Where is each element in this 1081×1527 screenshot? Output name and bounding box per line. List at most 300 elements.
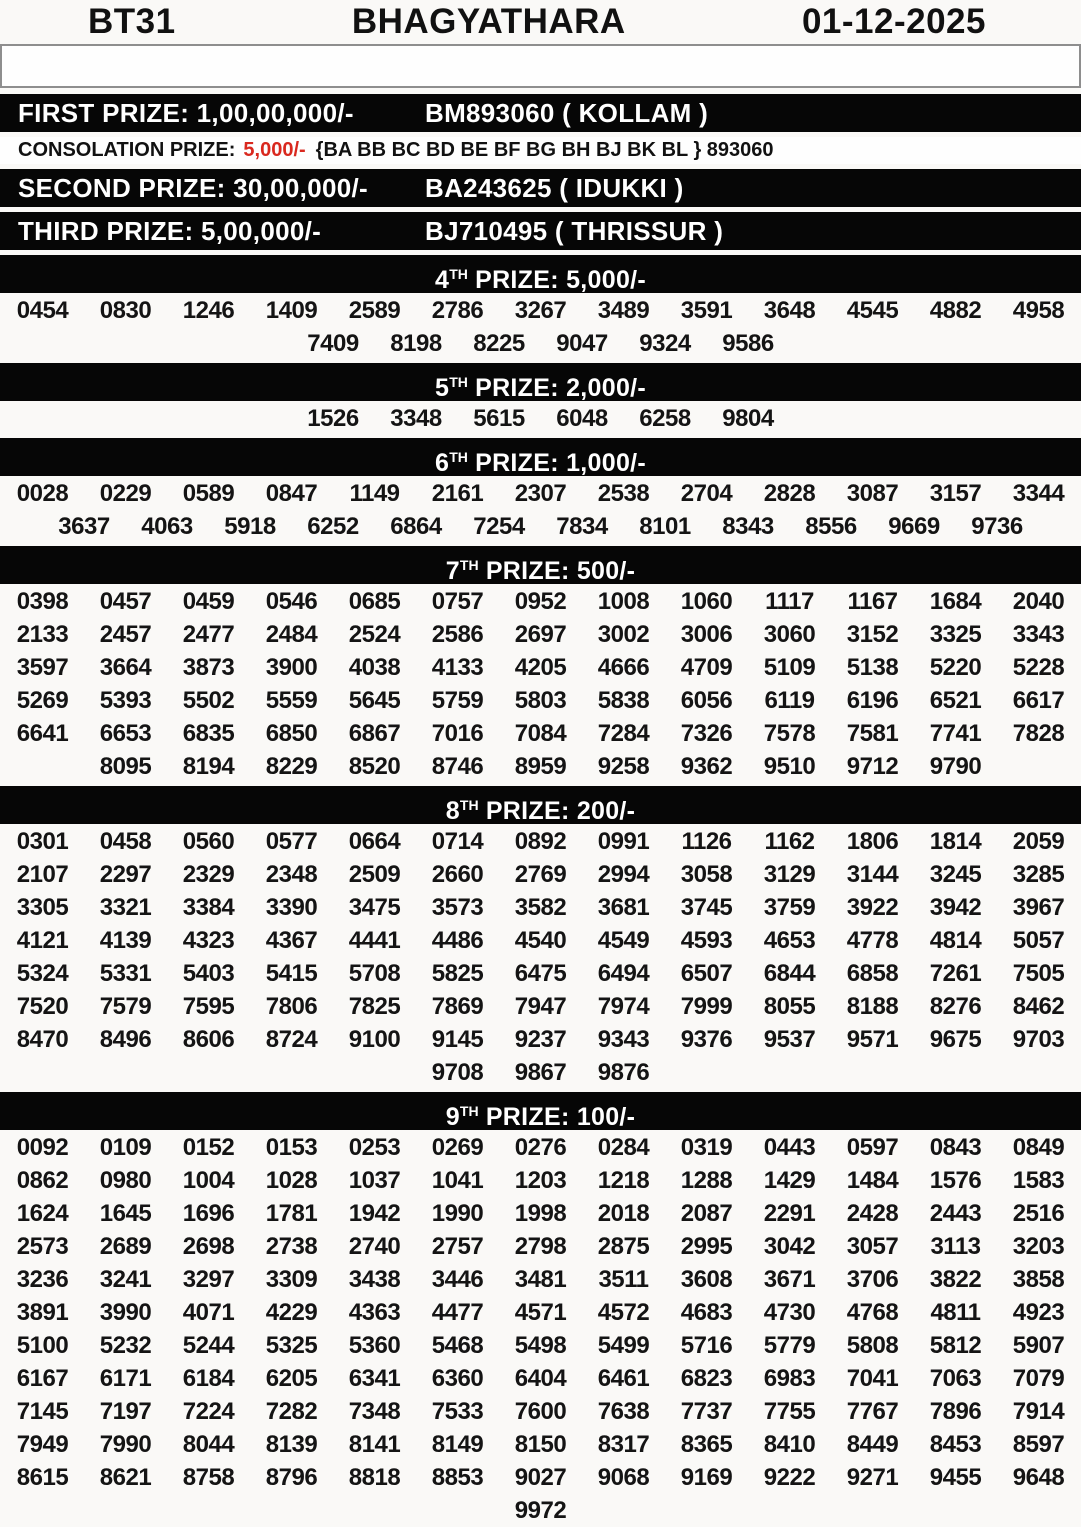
prize-number: 8194 xyxy=(182,753,235,780)
prize-number: 4549 xyxy=(597,927,650,954)
prize-number: 5907 xyxy=(1012,1332,1065,1359)
draw-date: 01-12-2025 xyxy=(801,2,986,41)
prize-number: 3305 xyxy=(16,894,69,921)
prize-number: 8496 xyxy=(99,1026,152,1053)
tier-header-7th xyxy=(0,546,1081,584)
prize-number: 4540 xyxy=(514,927,567,954)
consolation-row xyxy=(0,137,1081,164)
prize-number: 8229 xyxy=(265,753,318,780)
prize-number: 3152 xyxy=(846,621,899,648)
prize-number: 7737 xyxy=(680,1398,733,1425)
prize-number: 4121 xyxy=(16,927,69,954)
prize-number: 0153 xyxy=(265,1134,318,1161)
tier-amount-label: PRIZE: 2,000/- xyxy=(467,374,647,402)
prize-number: 7595 xyxy=(182,993,235,1020)
prize-number: 8959 xyxy=(514,753,567,780)
prize-number: 2798 xyxy=(514,1233,567,1260)
prize-number: 8796 xyxy=(265,1464,318,1491)
prize-number: 7284 xyxy=(597,720,650,747)
prize-number: 2875 xyxy=(597,1233,650,1260)
prize-number: 4071 xyxy=(182,1299,235,1326)
prize-number: 4038 xyxy=(348,654,401,681)
prize-number: 7581 xyxy=(846,720,899,747)
prize-number: 4139 xyxy=(99,927,152,954)
prize-number: 7197 xyxy=(99,1398,152,1425)
tier-amount-label: PRIZE: 5,000/- xyxy=(467,266,647,294)
prize-number: 5415 xyxy=(265,960,318,987)
tier-amount-label: PRIZE: 100/- xyxy=(478,1103,636,1131)
prize-number: 1624 xyxy=(16,1200,69,1227)
prize-number: 6404 xyxy=(514,1365,567,1392)
prize-number: 8150 xyxy=(514,1431,567,1458)
prize-number: 7084 xyxy=(514,720,567,747)
prize-number: 1942 xyxy=(348,1200,401,1227)
tier-amount-label: PRIZE: 500/- xyxy=(478,557,636,585)
prize-number: 1167 xyxy=(847,588,898,615)
prize-number: 6823 xyxy=(680,1365,733,1392)
consolation-series: {BA BB BC BD BE BF BG BH BJ BK BL } 893060 xyxy=(315,139,774,161)
prize-number: 7063 xyxy=(929,1365,982,1392)
prize-number: 8520 xyxy=(348,753,401,780)
prize-number: 3664 xyxy=(99,654,152,681)
prize-number: 4683 xyxy=(680,1299,733,1326)
prize-number: 3511 xyxy=(598,1266,649,1293)
prize-number: 6184 xyxy=(182,1365,235,1392)
prize-number: 4571 xyxy=(514,1299,567,1326)
prize-number: 5393 xyxy=(99,687,152,714)
third-prize-winner: BJ710495 ( THRISSUR ) xyxy=(425,215,724,246)
prize-number: 2107 xyxy=(16,861,69,888)
prize-number: 2786 xyxy=(431,297,484,324)
prize-number: 5716 xyxy=(680,1332,733,1359)
prize-number: 7600 xyxy=(514,1398,567,1425)
prize-number: 4923 xyxy=(1012,1299,1065,1326)
prize-number: 2040 xyxy=(1012,588,1065,615)
prize-number: 3060 xyxy=(763,621,816,648)
prize-number: 5825 xyxy=(431,960,484,987)
prize-number: 7828 xyxy=(1012,720,1065,747)
prize-number: 5244 xyxy=(182,1332,235,1359)
prize-number: 1990 xyxy=(431,1200,484,1227)
prize-number: 1781 xyxy=(265,1200,318,1227)
prize-number: 5708 xyxy=(348,960,401,987)
prize-number: 6983 xyxy=(763,1365,816,1392)
prize-number: 0892 xyxy=(514,828,567,855)
prize-number: 7505 xyxy=(1012,960,1065,987)
prize-number: 0229 xyxy=(99,480,152,507)
prize-number: 7869 xyxy=(431,993,484,1020)
prize-number: 0664 xyxy=(348,828,401,855)
prize-number: 2573 xyxy=(16,1233,69,1260)
prize-number: 1041 xyxy=(431,1167,484,1194)
prize-number: 0843 xyxy=(929,1134,982,1161)
prize-number: 2457 xyxy=(99,621,152,648)
prize-number: 1526 xyxy=(307,405,359,432)
prize-number: 0276 xyxy=(514,1134,567,1161)
prize-number: 3006 xyxy=(680,621,733,648)
prize-number: 9068 xyxy=(597,1464,650,1491)
prize-number: 5468 xyxy=(431,1332,484,1359)
prize-number: 0714 xyxy=(431,828,484,855)
prize-number: 2757 xyxy=(431,1233,484,1260)
prize-number: 2704 xyxy=(680,480,733,507)
prize-number: 0589 xyxy=(182,480,235,507)
prize-number: 3822 xyxy=(929,1266,982,1293)
prize-number: 2995 xyxy=(680,1233,733,1260)
prize-number: 7016 xyxy=(431,720,484,747)
prize-number: 0284 xyxy=(597,1134,650,1161)
prize-number: 0952 xyxy=(514,588,567,615)
prize-number: 1645 xyxy=(99,1200,152,1227)
prize-number: 1429 xyxy=(763,1167,816,1194)
prize-number: 9708 xyxy=(431,1059,484,1086)
prize-number: 9510 xyxy=(763,753,816,780)
prize-number: 5615 xyxy=(473,405,525,432)
prize-number: 6171 xyxy=(99,1365,152,1392)
prize-number: 9100 xyxy=(348,1026,401,1053)
prize-number: 4958 xyxy=(1012,297,1065,324)
prize-number: 6653 xyxy=(99,720,152,747)
prize-number: 7348 xyxy=(348,1398,401,1425)
prize-number: 3990 xyxy=(99,1299,152,1326)
tier-header-8th xyxy=(0,786,1081,824)
prize-number: 5803 xyxy=(514,687,567,714)
prize-number: 3637 xyxy=(58,513,110,540)
prize-number: 9736 xyxy=(971,513,1023,540)
prize-number: 7079 xyxy=(1012,1365,1065,1392)
prize-number: 5808 xyxy=(846,1332,899,1359)
prize-number: 7145 xyxy=(16,1398,69,1425)
tier-numbers-5th xyxy=(0,402,1081,435)
prize-number: 9712 xyxy=(846,753,899,780)
tier-numbers-4th xyxy=(0,294,1081,360)
prize-number: 8853 xyxy=(431,1464,484,1491)
prize-number: 7409 xyxy=(307,330,359,357)
prize-number: 9258 xyxy=(597,753,650,780)
prize-number: 2524 xyxy=(348,621,401,648)
prize-number: 3267 xyxy=(514,297,567,324)
prize-number: 9586 xyxy=(722,330,774,357)
tier-amount-label: PRIZE: 200/- xyxy=(478,797,636,825)
prize-tiers xyxy=(0,255,1081,1527)
prize-number: 3285 xyxy=(1012,861,1065,888)
prize-number: 7825 xyxy=(348,993,401,1020)
prize-number: 1814 xyxy=(929,828,982,855)
prize-number: 3236 xyxy=(16,1266,69,1293)
first-prize-winner: BM893060 ( KOLLAM ) xyxy=(425,97,709,128)
prize-number: 0092 xyxy=(16,1134,69,1161)
prize-number: 4882 xyxy=(929,297,982,324)
prize-number: 6475 xyxy=(514,960,567,987)
prize-number: 3344 xyxy=(1012,480,1065,507)
prize-number: 3648 xyxy=(763,297,816,324)
prize-number: 2443 xyxy=(929,1200,982,1227)
prize-number: 6850 xyxy=(265,720,318,747)
prize-number: 1060 xyxy=(680,588,733,615)
prize-number: 2509 xyxy=(348,861,401,888)
prize-number: 3203 xyxy=(1012,1233,1065,1260)
prize-number: 3475 xyxy=(348,894,401,921)
prize-number: 6252 xyxy=(307,513,359,540)
prize-number: 9324 xyxy=(639,330,691,357)
prize-number: 8276 xyxy=(929,993,982,1020)
prize-number: 0597 xyxy=(846,1134,899,1161)
tier-ordinal-suffix: TH xyxy=(459,1103,479,1119)
prize-number: 3481 xyxy=(514,1266,567,1293)
prize-number: 9703 xyxy=(1012,1026,1065,1053)
prize-number: 0459 xyxy=(182,588,235,615)
prize-number: 8758 xyxy=(182,1464,235,1491)
prize-number: 3241 xyxy=(99,1266,152,1293)
prize-number: 6858 xyxy=(846,960,899,987)
prize-number: 1583 xyxy=(1012,1167,1065,1194)
prize-number: 4730 xyxy=(763,1299,816,1326)
prize-number: 8055 xyxy=(763,993,816,1020)
empty-header-box xyxy=(0,44,1081,88)
prize-number: 3597 xyxy=(16,654,69,681)
prize-number: 6835 xyxy=(182,720,235,747)
prize-number: 4653 xyxy=(763,927,816,954)
prize-number: 3325 xyxy=(929,621,982,648)
prize-number: 2307 xyxy=(514,480,567,507)
prize-number: 6341 xyxy=(348,1365,401,1392)
prize-number: 3873 xyxy=(182,654,235,681)
prize-number: 3144 xyxy=(846,861,899,888)
prize-number: 3706 xyxy=(846,1266,899,1293)
prize-number: 3321 xyxy=(99,894,152,921)
prize-number: 7914 xyxy=(1012,1398,1065,1425)
prize-number: 3113 xyxy=(930,1233,981,1260)
prize-number: 3384 xyxy=(182,894,235,921)
prize-number: 6196 xyxy=(846,687,899,714)
prize-number: 8818 xyxy=(348,1464,401,1491)
prize-number: 0319 xyxy=(680,1134,733,1161)
prize-number: 9804 xyxy=(722,405,774,432)
prize-number: 3446 xyxy=(431,1266,484,1293)
prize-number: 3591 xyxy=(680,297,733,324)
prize-number: 7282 xyxy=(265,1398,318,1425)
prize-number: 9669 xyxy=(888,513,940,540)
prize-number: 3745 xyxy=(680,894,733,921)
prize-number: 9675 xyxy=(929,1026,982,1053)
prize-number: 0028 xyxy=(16,480,69,507)
prize-number: 9876 xyxy=(597,1059,650,1086)
prize-number: 2740 xyxy=(348,1233,401,1260)
prize-number: 7974 xyxy=(597,993,650,1020)
tier-ordinal-suffix: TH xyxy=(459,797,479,813)
prize-number: 5220 xyxy=(929,654,982,681)
prize-number: 1037 xyxy=(348,1167,401,1194)
prize-number: 9169 xyxy=(680,1464,733,1491)
prize-number: 2087 xyxy=(680,1200,733,1227)
prize-number: 8343 xyxy=(722,513,774,540)
tier-numbers-7th xyxy=(0,585,1081,783)
prize-number: 7767 xyxy=(846,1398,899,1425)
prize-number: 1008 xyxy=(597,588,650,615)
prize-number: 0109 xyxy=(99,1134,152,1161)
prize-number: 4666 xyxy=(597,654,650,681)
prize-number: 0458 xyxy=(99,828,152,855)
prize-number: 1218 xyxy=(597,1167,650,1194)
tier-ordinal-suffix: TH xyxy=(459,557,479,573)
prize-number: 2538 xyxy=(597,480,650,507)
prize-number: 5109 xyxy=(763,654,816,681)
prize-number: 1684 xyxy=(929,588,982,615)
prize-number: 8606 xyxy=(182,1026,235,1053)
prize-number: 1117 xyxy=(765,588,814,615)
prize-number: 5331 xyxy=(99,960,152,987)
prize-number: 7579 xyxy=(99,993,152,1020)
tier-numbers-8th xyxy=(0,825,1081,1089)
prize-number: 6641 xyxy=(16,720,69,747)
prize-number: 6461 xyxy=(597,1365,650,1392)
prize-number: 9537 xyxy=(763,1026,816,1053)
prize-number: 1004 xyxy=(182,1167,235,1194)
prize-number: 2769 xyxy=(514,861,567,888)
prize-number: 7261 xyxy=(929,960,982,987)
prize-number: 4811 xyxy=(930,1299,981,1326)
prize-number: 2329 xyxy=(182,861,235,888)
prize-number: 7520 xyxy=(16,993,69,1020)
prize-number: 3967 xyxy=(1012,894,1065,921)
prize-number: 2428 xyxy=(846,1200,899,1227)
prize-number: 1998 xyxy=(514,1200,567,1227)
tier-header-6th xyxy=(0,438,1081,476)
prize-number: 4367 xyxy=(265,927,318,954)
prize-number: 4477 xyxy=(431,1299,484,1326)
prize-number: 0443 xyxy=(763,1134,816,1161)
prize-number: 4709 xyxy=(680,654,733,681)
tier-header-4th xyxy=(0,255,1081,293)
prize-number: 4572 xyxy=(597,1299,650,1326)
prize-number: 1484 xyxy=(846,1167,899,1194)
prize-number: 9571 xyxy=(846,1026,899,1053)
prize-number: 8365 xyxy=(680,1431,733,1458)
prize-number: 2161 xyxy=(431,480,484,507)
prize-number: 5403 xyxy=(182,960,235,987)
prize-number: 3002 xyxy=(597,621,650,648)
prize-number: 2018 xyxy=(597,1200,650,1227)
prize-number: 2516 xyxy=(1012,1200,1065,1227)
prize-number: 3671 xyxy=(763,1266,816,1293)
prize-number: 1203 xyxy=(514,1167,567,1194)
prize-number: 3297 xyxy=(182,1266,235,1293)
prize-number: 1149 xyxy=(349,480,400,507)
prize-number: 4363 xyxy=(348,1299,401,1326)
prize-number: 4814 xyxy=(929,927,982,954)
prize-number: 5499 xyxy=(597,1332,650,1359)
prize-number: 0577 xyxy=(265,828,318,855)
prize-number: 5645 xyxy=(348,687,401,714)
prize-number: 1126 xyxy=(681,828,732,855)
prize-number: 0991 xyxy=(597,828,650,855)
prize-number: 6056 xyxy=(680,687,733,714)
tier-header-5th xyxy=(0,363,1081,401)
prize-number: 0560 xyxy=(182,828,235,855)
prize-number: 5100 xyxy=(16,1332,69,1359)
lottery-title: BHAGYATHARA xyxy=(351,2,626,41)
prize-number: 3042 xyxy=(763,1233,816,1260)
prize-number: 5325 xyxy=(265,1332,318,1359)
prize-number: 0757 xyxy=(431,588,484,615)
prize-number: 3348 xyxy=(390,405,442,432)
prize-number: 7990 xyxy=(99,1431,152,1458)
prize-number: 3309 xyxy=(265,1266,318,1293)
prize-number: 8044 xyxy=(182,1431,235,1458)
prize-number: 6494 xyxy=(597,960,650,987)
prize-number: 2689 xyxy=(99,1233,152,1260)
prize-number: 2698 xyxy=(182,1233,235,1260)
prize-number: 7533 xyxy=(431,1398,484,1425)
prize-number: 4441 xyxy=(348,927,401,954)
prize-number: 5918 xyxy=(224,513,276,540)
prize-number: 2291 xyxy=(763,1200,816,1227)
prize-number: 5498 xyxy=(514,1332,567,1359)
prize-number: 8149 xyxy=(431,1431,484,1458)
prize-number: 9362 xyxy=(680,753,733,780)
prize-number: 7949 xyxy=(16,1431,69,1458)
prize-number: 6844 xyxy=(763,960,816,987)
prize-number: 5779 xyxy=(763,1332,816,1359)
prize-number: 0253 xyxy=(348,1134,401,1161)
prize-number: 9145 xyxy=(431,1026,484,1053)
prize-number: 0830 xyxy=(99,297,152,324)
prize-number: 7755 xyxy=(763,1398,816,1425)
prize-number: 0862 xyxy=(16,1167,69,1194)
prize-number: 8225 xyxy=(473,330,525,357)
prize-number: 5759 xyxy=(431,687,484,714)
prize-number: 6864 xyxy=(390,513,442,540)
prize-number: 1576 xyxy=(929,1167,982,1194)
tier-numbers-9th xyxy=(0,1131,1081,1527)
prize-number: 0980 xyxy=(99,1167,152,1194)
prize-number: 3858 xyxy=(1012,1266,1065,1293)
prize-number: 8317 xyxy=(597,1431,650,1458)
prize-number: 8198 xyxy=(390,330,442,357)
prize-number: 8621 xyxy=(99,1464,152,1491)
prize-number: 0398 xyxy=(16,588,69,615)
prize-number: 1028 xyxy=(265,1167,318,1194)
prize-number: 8724 xyxy=(265,1026,318,1053)
prize-number: 4768 xyxy=(846,1299,899,1326)
prize-number: 7834 xyxy=(556,513,608,540)
prize-number: 7326 xyxy=(680,720,733,747)
prize-number: 8139 xyxy=(265,1431,318,1458)
third-prize-label: THIRD PRIZE: 5,00,000/- xyxy=(18,215,322,246)
prize-number: 2994 xyxy=(597,861,650,888)
prize-number: 8597 xyxy=(1012,1431,1065,1458)
prize-number: 3129 xyxy=(763,861,816,888)
prize-number: 1288 xyxy=(680,1167,733,1194)
prize-number: 4229 xyxy=(265,1299,318,1326)
prize-number: 4486 xyxy=(431,927,484,954)
prize-number: 3245 xyxy=(929,861,982,888)
prize-number: 9047 xyxy=(556,330,608,357)
prize-number: 5232 xyxy=(99,1332,152,1359)
prize-number: 0152 xyxy=(182,1134,235,1161)
prize-number: 8095 xyxy=(99,753,152,780)
second-prize-label: SECOND PRIZE: 30,00,000/- xyxy=(18,172,368,203)
prize-number: 8410 xyxy=(763,1431,816,1458)
prize-number: 2484 xyxy=(265,621,318,648)
prize-number: 5502 xyxy=(182,687,235,714)
prize-number: 7896 xyxy=(929,1398,982,1425)
prize-number: 6867 xyxy=(348,720,401,747)
prize-number: 7224 xyxy=(182,1398,235,1425)
prize-number: 7578 xyxy=(763,720,816,747)
prize-number: 1409 xyxy=(265,297,318,324)
tier-ordinal: 7 xyxy=(445,557,460,585)
